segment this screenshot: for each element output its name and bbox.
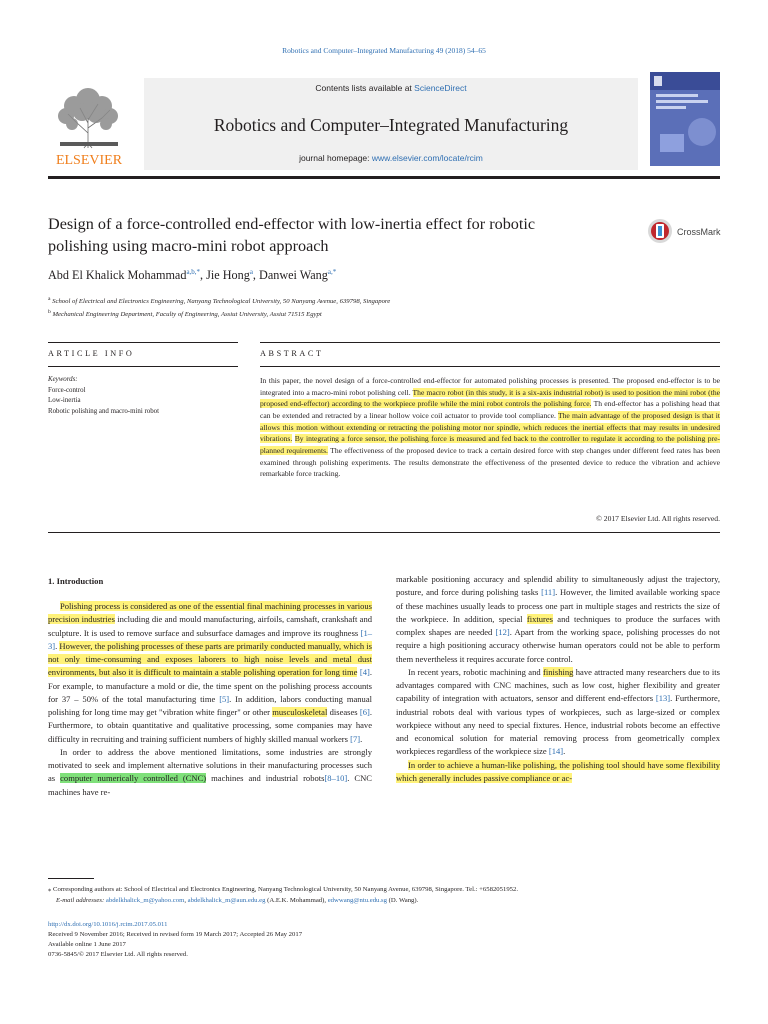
publisher-logo-text: ELSEVIER [55, 153, 123, 168]
elsevier-tree-icon [48, 78, 130, 170]
elsevier-logo[interactable] [48, 78, 130, 170]
paragraph: In order to achieve a human-like polishing, the polishing tool should have some flexibility which generally includes passive compliance or ac- [396, 759, 720, 783]
masthead [48, 78, 720, 170]
journal-cover-icon [650, 72, 720, 166]
citation-link[interactable]: [14] [548, 746, 564, 757]
online-date: Available online 1 June 2017 [48, 941, 126, 948]
email-link[interactable]: edwwang@ntu.edu.sg [327, 896, 387, 904]
homepage-link[interactable]: www.elsevier.com/locate/rcim [371, 153, 483, 163]
citation-link[interactable]: [1–3] [48, 627, 372, 651]
crossmark-icon [647, 217, 727, 245]
header-rule [48, 176, 720, 179]
highlight: The macro robot (in this study, it is a six-axis industrial robot) is used to position the mini robot (the proposed end-effector) according to the workpiece profile while the mini robot controls the polishing force. [260, 387, 720, 409]
contents-line: Contents lists available at ScienceDirect [315, 83, 467, 93]
email-link[interactable]: abdelkhalick_m@yahoo.com [105, 896, 185, 904]
journal-cover-image[interactable] [650, 72, 720, 166]
author[interactable]: Danwei Wang$^{a,*}$ [259, 268, 337, 283]
citation-link[interactable]: [7] [350, 733, 361, 744]
citation-link[interactable]: [4] [359, 667, 370, 678]
email-link[interactable]: abdelkhalick_m@aun.edu.eg [187, 896, 266, 904]
right-column [396, 573, 720, 785]
info-rule-top [48, 342, 238, 343]
footnote-rule [48, 878, 94, 879]
highlight: The main advantage of the proposed design is that it allows this motion without extending or retracting the polishing motor nor spindle, which reduces the inertial effects that may results in undesired vibrations. [260, 410, 720, 444]
keyword: Low-inertia [48, 397, 81, 404]
keyword: Force-control [48, 386, 86, 394]
affiliations [48, 294, 390, 320]
highlight: By integrating a force sensor, the polishing force is measured and fed back to the controller to regulate it according to the polishing pre-planned requirements. [260, 434, 720, 455]
keywords-label: Keywords: [48, 376, 78, 383]
sciencedirect-link[interactable]: ScienceDirect [414, 83, 467, 93]
abstract-copyright: © 2017 Elsevier Ltd. All rights reserved. [596, 514, 720, 523]
abstract-text: In this paper, the novel design of a force-controlled end-effector for automated polishing processes is presented. The proposed end-effector is to be integrated into a macro-mini robot polishing cell. The macro robot (in this study, it is a six-axis industrial robot) is used to position the mini robot (the proposed end-effector) according to the workpiece profile while the mini robot controls the polishing force. Th end-effector has a polishing head that can be extended and retracted by a linear hollow voice coil actuator to provide tool compliance. The main advantage of the proposed design is that it allows this motion without extending or retracting the polishing motor nor spindle, which reduces the inertial effects that may results in undesired vibrations. By integrating a force sensor, the polishing force is measured and fed back to the controller to regulate it according to the polishing pre-planned requirements. The effectiveness of the proposed device to track a certain desired force with step changes under different feed rates has been examined through polishing experiments. The results demonstrate the effectiveness of the presented device to reduce the vibration and achieve remarkable force tracking. [260, 376, 721, 479]
svg-text:CrossMark: CrossMark [677, 227, 721, 237]
journal-title: Robotics and Computer–Integrated Manufacturing [213, 115, 569, 135]
abstract-rule-mid [260, 366, 720, 367]
citation-link[interactable]: [11] [541, 587, 556, 598]
footnote: ⁎ Corresponding authors at: School of Electrical and Electronics Engineering, Nanyang Technological University, 50 Nanyang Avenue, 639798, Singapore. Tel.: +6582051952. E-mail addresses: abdelkhalick_m@yahoo.com, abdelkhalick_m@aun.edu.eg (A.E.K. Mohammad), edwwang@ntu.edu.sg (D. Wang). [48, 886, 519, 904]
citation-link[interactable]: [6] [359, 707, 370, 717]
author[interactable]: Abd El Khalick Mohammad$^{a,b,*}$ [48, 268, 201, 283]
keyword: Robotic polishing and macro-mini robot [48, 407, 160, 415]
paragraph: markable positioning accuracy and splendid ability to simultaneously adjust the trajectory, posture, and force during polishing tasks [11]. However, the limited available working space of these machines usually leads to process one part in multiple stages and restricts the size of the workpiece. In addition, special fixtures and techniques to produce the surfaces with complex shapes are needed [12]. Apart from the working space, polishing processes do not require a high positioning accuracy otherwise human operators could not be able to perform them nevertheless it requires accurate force control. [396, 574, 720, 664]
paragraph: In order to address the above mentioned limitations, some industries are strongly motivated to seek and implement alternative solutions in their manufacturing processes such as computer numerically controlled (CNC) machines and industrial robots[8–10]. CNC machines have re- [48, 746, 372, 797]
body-rule [48, 532, 720, 533]
affiliation-item: $^a$ School of Electrical and Electronics Engineering, Nanyang Technological University, 50 Nanyang Avenue, 639798, Singapore [48, 296, 391, 306]
crossmark-badge[interactable] [647, 217, 727, 245]
citation-link[interactable]: [8–10] [324, 773, 348, 784]
paragraph: Polishing process is considered as one of the essential final machining processes in various precision industries including die and mould manufacturing, airfoils, camshaft, crankshaft and sculpture. It is used to remove surface and subsurface damages and improve its roughness [1–3]. However, the polishing processes of these parts are primarily conducted manually, which is not only time-consuming and exposes laborers to high noise levels and metal dust environments, but also it is difficult to maintain a stable polishing operation for long time [4]. For example, to manufacture a mold or die, the time spent on the polishing process accounts for 37 – 50% of the total manufacturing time [5]. In addition, labors conducting manual polishing for long time may get "vibration white finger" or other musculoskeletal diseases [6]. Furthermore, to obtain quantitative and qualitative processing, some companies may have difficulty in recruiting and training sufficient numbers of highly skilled manual workers [7]. [48, 601, 373, 744]
issn-copyright: 0736-5845/© 2017 Elsevier Ltd. All rights reserved. [48, 951, 188, 958]
article-title: Design of a force-controlled end-effector with low-inertia effect for robotic polishing using macro-mini robot approach [48, 215, 536, 255]
section-heading-introduction: 1. Introduction [48, 576, 104, 586]
article-info-heading: ARTICLE INFO [48, 349, 135, 358]
journal-reference[interactable]: Robotics and Computer–Integrated Manufacturing 49 (2018) 54–65 [282, 46, 486, 55]
abstract-rule-top [260, 342, 720, 343]
received-dates: Received 9 November 2016; Received in revised form 19 March 2017; Accepted 26 May 2017 [48, 931, 303, 938]
citation-link[interactable]: [12] [495, 627, 510, 637]
info-rule-mid [48, 366, 238, 367]
author[interactable]: Jie Hong$^a$ [206, 268, 253, 283]
paragraph: In recent years, robotic machining and finishing have attracted many researchers due to its advantages compared with CNC machines, such as low cost, higher flexibility and greater capability of integration with actuators, sensor and different end-effectors [13]. Furthermore, industrial robots deal with various types of workpieces, such as large-sized or complex workpiece without any need to special fixtures. Hence, industrial robots become an effective and economical solution for material removing process from geometrically complex workpieces regardless of the workpiece size [14]. [396, 666, 720, 757]
journal-homepage: journal homepage: www.elsevier.com/locate/rcim [299, 153, 483, 163]
journal-banner [144, 78, 638, 170]
left-column [48, 600, 372, 799]
keywords-block [48, 375, 238, 417]
doi-link[interactable]: http://dx.doi.org/10.1016/j.rcim.2017.05.011 [48, 921, 168, 928]
affiliation-item: $^b$ Mechanical Engineering Department, Faculty of Engineering, Assiut University, Assiut 71515 Egypt [48, 309, 322, 319]
citation-link[interactable]: [5] [219, 693, 230, 704]
article-metadata [48, 920, 720, 960]
abstract-heading: ABSTRACT [260, 349, 324, 358]
author-list: Abd El Khalick Mohammad$^{a,b,*}$, Jie Hong$^a$, Danwei Wang$^{a,*}$ [48, 268, 337, 283]
citation-link[interactable]: [13] [655, 693, 671, 704]
